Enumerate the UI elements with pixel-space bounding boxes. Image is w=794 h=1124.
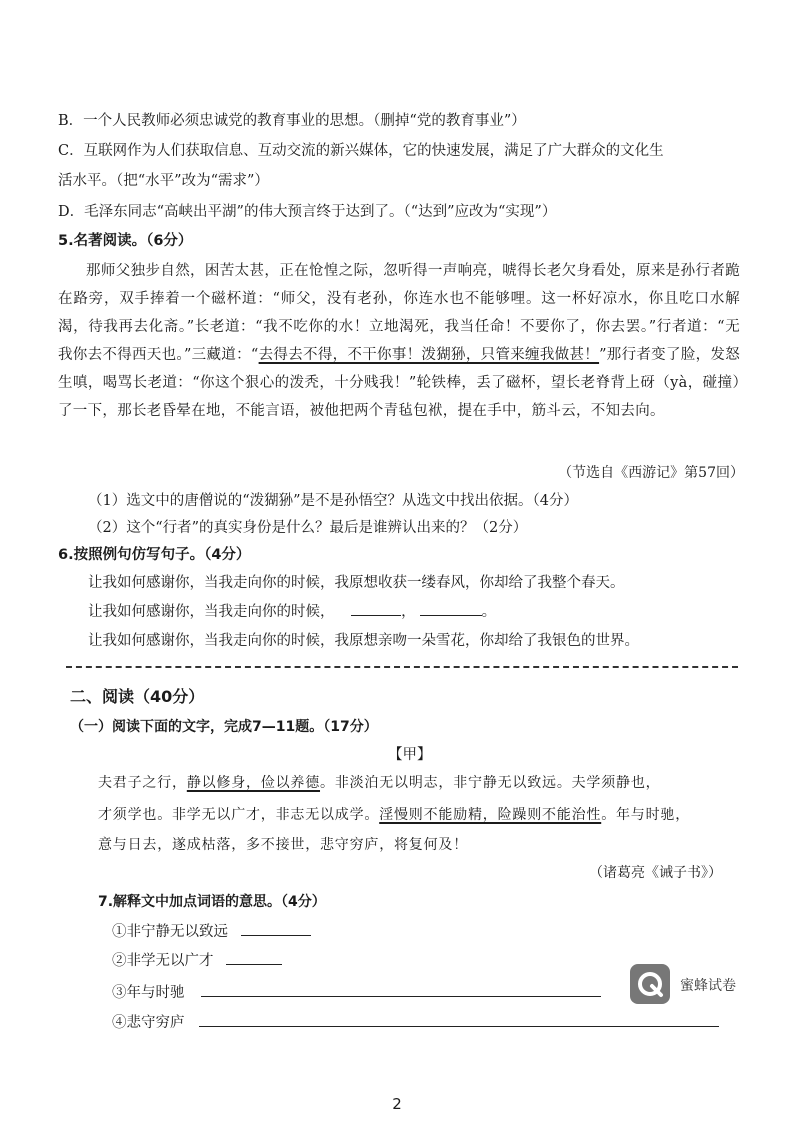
q7-item-2-label: ②非学无以广才: [112, 953, 214, 969]
q5-sub-question-2: （2）这个“行者”的真实身份是什么？最后是谁辨认出来的？（2分）: [88, 520, 528, 536]
q7-item-4: [112, 1014, 719, 1032]
q7-answer-2[interactable]: [226, 952, 282, 965]
jia-source: （诸葛亮《诫子书》）: [589, 865, 722, 881]
q6-example-1: 让我如何感谢你，当我走向你的时候，我原想收获一缕春风，你却给了我整个春天。: [88, 575, 625, 591]
jia-text-line3: 意与日去，遂成枯落，多不接世，悲守穷庐，将复何及！: [98, 837, 468, 853]
q6-example-2: 让我如何感谢你，当我走向你的时候，我原想亲吻一朵雪花，你却给了我银色的世界。: [88, 633, 639, 649]
q7-item-3: [112, 984, 601, 1002]
q7-title: 7.解释文中加点词语的意思。（4分）: [98, 894, 326, 910]
q6-blank-2[interactable]: [420, 603, 482, 616]
q6-blank-end: 。: [481, 604, 497, 620]
q7-item-3-label: ③年与时驰: [112, 985, 185, 1001]
q6-blank-1[interactable]: [351, 603, 401, 616]
q7-item-1-label: ①非宁静无以致远: [112, 924, 228, 940]
page-number: 2: [392, 1095, 402, 1113]
jia-line2-underlined: 淫慢则不能励精，险躁则不能治性: [379, 807, 602, 823]
q7-answer-3[interactable]: [201, 984, 601, 997]
q5-passage: [58, 257, 740, 425]
q7-answer-1[interactable]: [241, 923, 311, 936]
jia-line1-b: 。非淡泊无以明志，非宁静无以致远。夫学须静也，: [320, 775, 661, 791]
q4-option-b: B．一个人民教师必须忠诚党的教育事业的思想。（删掉“党的教育事业”）: [58, 113, 526, 129]
q4-option-c-line2: 活水平。（把“水平”改为“需求”）: [58, 173, 269, 189]
q5-passage-underlined: 去得去不得，不干你事！泼猢狲，只管来缠我做甚！: [258, 347, 600, 363]
q7-answer-4[interactable]: [199, 1014, 719, 1027]
q5-source: （节选自《西游记》第57回）: [558, 465, 744, 481]
watermark-text: 蜜蜂试卷: [680, 978, 736, 994]
jia-line1-underlined: 静以修身，俭以养德: [186, 775, 321, 791]
jia-line2-b: 。年与时驰，: [601, 807, 691, 823]
q6-imitation-prefix: 让我如何感谢你，当我走向你的时候，: [88, 604, 335, 620]
q7-item-1: [112, 923, 311, 941]
bee-logo-icon: [630, 964, 670, 1004]
q7-item-2: [112, 952, 282, 970]
q4-option-c-line1: C．互联网作为人们获取信息、互动交流的新兴媒体，它的快速发展，满足了广大群众的文化生: [58, 143, 664, 159]
jia-line2-a: 才须学也。非学无以广才，非志无以成学。: [98, 807, 380, 823]
q5-passage-part1: 那师父独步自然，困苦太甚，正在怆惶之际，忽听得一声响亮，唬得长老欠身看处，原来是孙行者跪在路旁，双手捧着一个磁杯道：“师父，没有老孙，你连水也不能够哩。这一杯好凉水，你且吃口水解渴，待我再去化斋。”长老道：“我不吃你的水！立地渴死，我当任命！不要你了，你去罢。”行者道：“无我你去不得西天也。”三藏道：“: [58, 263, 740, 363]
jia-line1-a: 夫君子之行，: [98, 775, 187, 791]
section-2-subtitle: （一）阅读下面的文字，完成7—11题。（17分）: [70, 719, 378, 735]
section-2-title: 二、阅读（40分）: [70, 687, 205, 706]
passage-jia-label: 【甲】: [388, 747, 432, 763]
q5-sub-question-1: （1）选文中的唐僧说的“泼猢狲”是不是孙悟空？从选文中找出依据。（4分）: [88, 493, 579, 509]
section-divider: [66, 666, 738, 668]
q5-passage-part2: ”那行者变了脸，发怒生嗔，喝骂长老道：“你这个狠心的泼秃，十分贱我！”轮铁棒，丢了磁杯，望长老脊背上砑（yà，碰撞）了一下，那长老昏晕在地，不能言语，被他把两个青毡包袱，提在手中，筋斗云，不知去向。: [58, 347, 740, 419]
q6-blank-separator: ，: [401, 604, 416, 620]
watermark: [630, 964, 760, 1004]
q6-title: 6.按照例句仿写句子。（4分）: [58, 547, 251, 563]
jia-text-line2: [98, 806, 690, 824]
q5-title: 5.名著阅读。（6分）: [58, 233, 193, 249]
q6-imitation-line: [88, 603, 496, 621]
q7-item-4-label: ④悲守穷庐: [112, 1015, 185, 1031]
q4-option-d: D．毛泽东同志“高峡出平湖”的伟大预言终于达到了。（“达到”应改为“实现”）: [58, 204, 557, 220]
jia-text-line1: [98, 774, 660, 792]
